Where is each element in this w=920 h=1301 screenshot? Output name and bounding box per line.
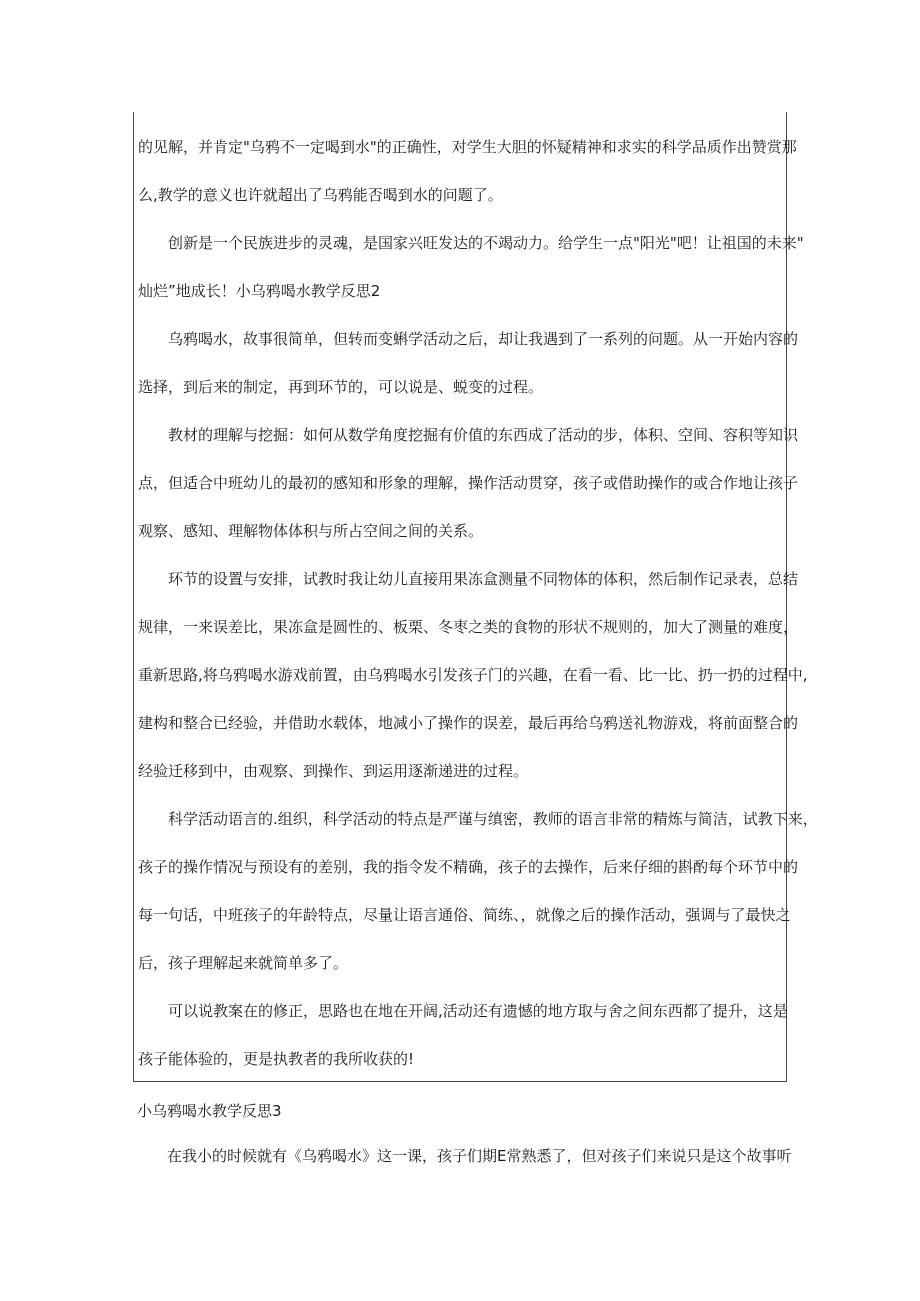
text-line: 环节的设置与安排，试教时我让幼儿直接用果冻盒测量不同物体的体积，然后制作记录表，总结 <box>138 570 799 588</box>
section-title: 小乌鸦喝水教学反思3 <box>137 1102 282 1120</box>
text-line: 点，但适合中班幼儿的最初的感知和形象的理解，操作活动贯穿，孩子或借助操作的或合作地让孩子 <box>138 474 799 492</box>
text-line: 每一句话，中班孩子的年龄特点，尽量让语言通俗、简练、，就像之后的操作活动，强调与了最快之 <box>138 906 791 924</box>
text-line: 创新是一个民族进步的灵魂，是国家兴旺发达的不竭动力。给学生一点"阳光"吧！让祖国的未来" <box>138 234 804 252</box>
text-line: 经验迁移到中，由观察、到操作、到运用逐渐递进的过程。 <box>138 762 529 780</box>
text-line: 选择，到后来的制定，再到环节的，可以说是、蜕变的过程。 <box>138 378 544 396</box>
text-line: 孩子能体验的，更是执教者的我所收获的! <box>138 1050 415 1068</box>
text-line: 教材的理解与挖掘：如何从数学角度挖掘有价值的东西成了活动的步，体积、空间、容积等知识 <box>138 426 799 444</box>
text-line: 观察、感知、理解物体体积与所占空间之间的关系。 <box>138 522 484 540</box>
text-line: 重新思路,将乌鸦喝水游戏前置，由乌鸦喝水引发孩子门的兴趣，在看一看、比一比、扔一扔的过程中, <box>138 666 808 684</box>
text-line: 么,教学的意义也许就超出了乌鸦能否喝到水的问题了。 <box>138 186 503 204</box>
text-line: 孩子的操作情况与预设有的差别，我的指令发不精确，孩子的去操作，后来仔细的斟酌每个环节中的 <box>138 858 799 876</box>
text-line: 建构和整合已经验，并借助水载体，地减小了操作的误差，最后再给乌鸦送礼物游戏，将前面整合的 <box>138 714 799 732</box>
text-line: 灿烂”地成长！小乌鸦喝水教学反思2 <box>138 282 381 300</box>
text-line: 科学活动语言的.组织，科学活动的特点是严谨与缜密，教师的语言非常的精炼与简洁，试教下来， <box>138 810 818 828</box>
text-line: 规律，一来误差比，果冻盒是圆性的、板栗、冬枣之类的食物的形状不规则的，加大了测量的难度， <box>138 618 799 636</box>
text-line: 的见解，并肯定"乌鸦不一定喝到水"的正确性，对学生大胆的怀疑精神和求实的科学品质作出赞赏那 <box>138 138 797 156</box>
text-line: 后，孩子理解起来就简单多了。 <box>138 954 349 972</box>
text-line: 乌鸦喝水，故事很简单，但转而变蝌学活动之后，却让我遇到了一系列的问题。从一开始内容的 <box>138 330 799 348</box>
paragraph-line: 在我小的时候就有《乌鸦喝水》这一课，孩子们期E常熟悉了，但对孩子们来说只是这个故事听 <box>137 1147 792 1165</box>
text-line: 可以说教案在的修正，思路也在地在开阔,活动还有遗憾的地方取与舍之间东西都了提升，这是 <box>138 1002 788 1020</box>
bordered-text-frame <box>133 112 818 1082</box>
